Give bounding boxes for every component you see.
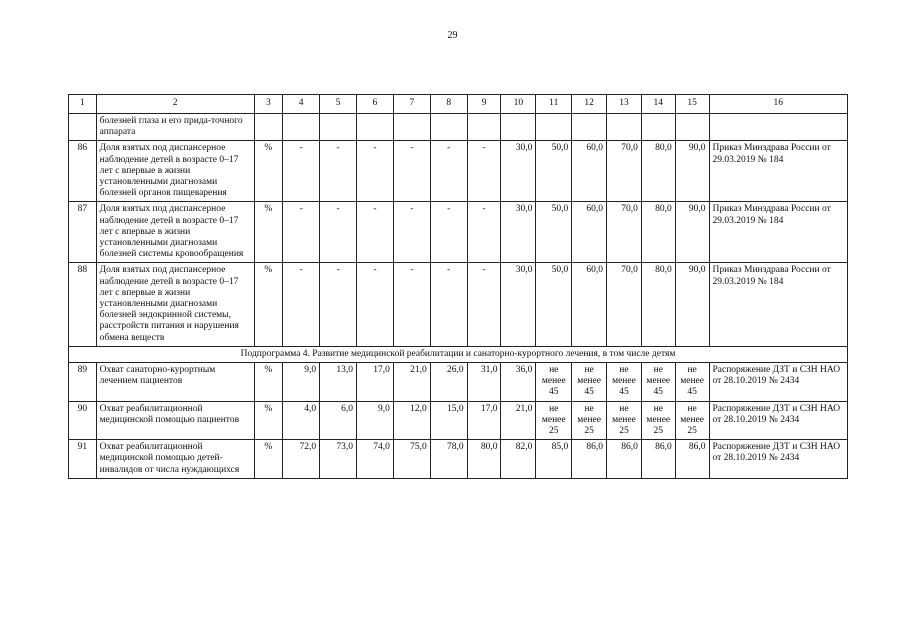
value-cell: не менее 45 [607,363,642,402]
header-cell: 9 [467,95,501,114]
row-number-cell: 89 [69,363,97,402]
table-row [69,363,848,402]
table-row [69,401,848,440]
value-cell: не менее 45 [675,363,709,402]
unit-cell: % [254,401,283,440]
empty-cell [641,114,675,141]
source-cell: Распоряжение ДЗТ и СЗН НАО от 28.10.2019 № 2434 [709,440,848,479]
value-cell: не менее 45 [572,363,607,402]
header-cell: 12 [572,95,607,114]
value-cell: - [320,263,357,346]
value-cell: не менее 25 [572,401,607,440]
subprogram-row [69,346,848,362]
value-cell: - [430,141,467,202]
value-cell: 85,0 [536,440,572,479]
indicator-name-cell: Охват реабилитационной медицинской помощью детей-инвалидов от числа нуждающихся [96,440,254,479]
value-cell: 80,0 [641,263,675,346]
value-cell: 73,0 [320,440,357,479]
unit-cell: % [254,263,283,346]
value-cell: 4,0 [283,401,320,440]
table-row [69,141,848,202]
value-cell: 21,0 [393,363,430,402]
value-cell: 50,0 [536,141,572,202]
value-cell: - [283,263,320,346]
row-number-cell [69,114,97,141]
empty-cell [283,114,320,141]
indicators-table [68,94,848,479]
value-cell: 6,0 [320,401,357,440]
value-cell: 60,0 [572,141,607,202]
value-cell: - [393,202,430,263]
value-cell: не менее 25 [641,401,675,440]
table-row [69,202,848,263]
value-cell: 80,0 [641,141,675,202]
value-cell: - [356,202,393,263]
value-cell: 21,0 [501,401,536,440]
indicator-name-cell: Охват реабилитационной медицинской помощью пациентов [96,401,254,440]
table-row [69,440,848,479]
value-cell: не менее 25 [607,401,642,440]
header-cell: 8 [430,95,467,114]
value-cell: - [356,263,393,346]
unit-cell: % [254,202,283,263]
empty-cell [536,114,572,141]
header-cell: 11 [536,95,572,114]
value-cell: 86,0 [641,440,675,479]
value-cell: 90,0 [675,141,709,202]
value-cell: 86,0 [572,440,607,479]
header-cell: 13 [607,95,642,114]
value-cell: не менее 45 [536,363,572,402]
value-cell: 90,0 [675,263,709,346]
value-cell: 90,0 [675,202,709,263]
value-cell: - [467,263,501,346]
empty-cell [393,114,430,141]
value-cell: 17,0 [356,363,393,402]
row-number-cell: 90 [69,401,97,440]
row-number-cell: 91 [69,440,97,479]
value-cell: 75,0 [393,440,430,479]
value-cell: 72,0 [283,440,320,479]
value-cell: 30,0 [501,202,536,263]
value-cell: 15,0 [430,401,467,440]
source-cell: Распоряжение ДЗТ и СЗН НАО от 28.10.2019 № 2434 [709,363,848,402]
value-cell: 86,0 [675,440,709,479]
empty-cell [467,114,501,141]
empty-cell [356,114,393,141]
source-cell: Приказ Минздрава России от 29.03.2019 № 184 [709,202,848,263]
value-cell: не менее 45 [641,363,675,402]
value-cell: 70,0 [607,202,642,263]
header-cell: 7 [393,95,430,114]
row-number-cell: 86 [69,141,97,202]
value-cell: 31,0 [467,363,501,402]
empty-cell [675,114,709,141]
source-cell: Распоряжение ДЗТ и СЗН НАО от 28.10.2019 № 2434 [709,401,848,440]
value-cell: - [393,141,430,202]
value-cell: 70,0 [607,141,642,202]
header-cell: 15 [675,95,709,114]
empty-cell [607,114,642,141]
value-cell: 30,0 [501,263,536,346]
indicator-name-cell: Доля взятых под диспансерное наблюдение детей в возрасте 0–17 лет с впервые в жизни установленными диагнозами болезней системы кровообращения [96,202,254,263]
row-number-cell: 87 [69,202,97,263]
value-cell: - [393,263,430,346]
value-cell: не менее 25 [675,401,709,440]
value-cell: 60,0 [572,202,607,263]
header-cell: 6 [356,95,393,114]
row-number-cell: 88 [69,263,97,346]
value-cell: 26,0 [430,363,467,402]
value-cell: 9,0 [283,363,320,402]
continuation-row [69,114,848,141]
value-cell: - [467,141,501,202]
header-cell: 1 [69,95,97,114]
value-cell: 78,0 [430,440,467,479]
value-cell: 12,0 [393,401,430,440]
value-cell: 9,0 [356,401,393,440]
value-cell: 50,0 [536,202,572,263]
header-row [69,95,848,114]
value-cell: - [283,202,320,263]
table-row [69,263,848,346]
unit-cell: % [254,440,283,479]
page-number: 29 [447,30,458,41]
value-cell: 80,0 [641,202,675,263]
source-cell: Приказ Минздрава России от 29.03.2019 № 184 [709,263,848,346]
indicator-name-cell: Доля взятых под диспансерное наблюдение детей в возрасте 0–17 лет с впервые в жизни установленными диагнозами болезней эндокринной системы, расстройств питания и нарушения обмена веществ [96,263,254,346]
empty-cell [709,114,848,141]
unit-cell: % [254,363,283,402]
value-cell: не менее 25 [536,401,572,440]
subprogram-title: Подпрограмма 4. Развитие медицинской реабилитации и санаторно-курортного лечения, в том числе детям [69,346,848,362]
value-cell: - [467,202,501,263]
value-cell: - [430,263,467,346]
value-cell: 60,0 [572,263,607,346]
value-cell: - [356,141,393,202]
indicator-name-cell: болезней глаза и его прида-точного аппарата [96,114,254,141]
source-cell: Приказ Минздрава России от 29.03.2019 № 184 [709,141,848,202]
empty-cell [254,114,283,141]
value-cell: - [283,141,320,202]
value-cell: 36,0 [501,363,536,402]
indicator-name-cell: Доля взятых под диспансерное наблюдение детей в возрасте 0–17 лет с впервые в жизни установленными диагнозами болезней органов пищеварения [96,141,254,202]
value-cell: 74,0 [356,440,393,479]
value-cell: 86,0 [607,440,642,479]
empty-cell [501,114,536,141]
unit-cell: % [254,141,283,202]
header-cell: 2 [96,95,254,114]
value-cell: 30,0 [501,141,536,202]
empty-cell [430,114,467,141]
value-cell: 50,0 [536,263,572,346]
header-cell: 10 [501,95,536,114]
value-cell: - [320,202,357,263]
value-cell: 82,0 [501,440,536,479]
header-cell: 16 [709,95,848,114]
value-cell: 80,0 [467,440,501,479]
header-cell: 14 [641,95,675,114]
header-cell: 4 [283,95,320,114]
empty-cell [572,114,607,141]
value-cell: 13,0 [320,363,357,402]
value-cell: - [430,202,467,263]
header-cell: 5 [320,95,357,114]
value-cell: 70,0 [607,263,642,346]
empty-cell [320,114,357,141]
header-cell: 3 [254,95,283,114]
value-cell: - [320,141,357,202]
value-cell: 17,0 [467,401,501,440]
indicator-name-cell: Охват санаторно-курортным лечением пациентов [96,363,254,402]
